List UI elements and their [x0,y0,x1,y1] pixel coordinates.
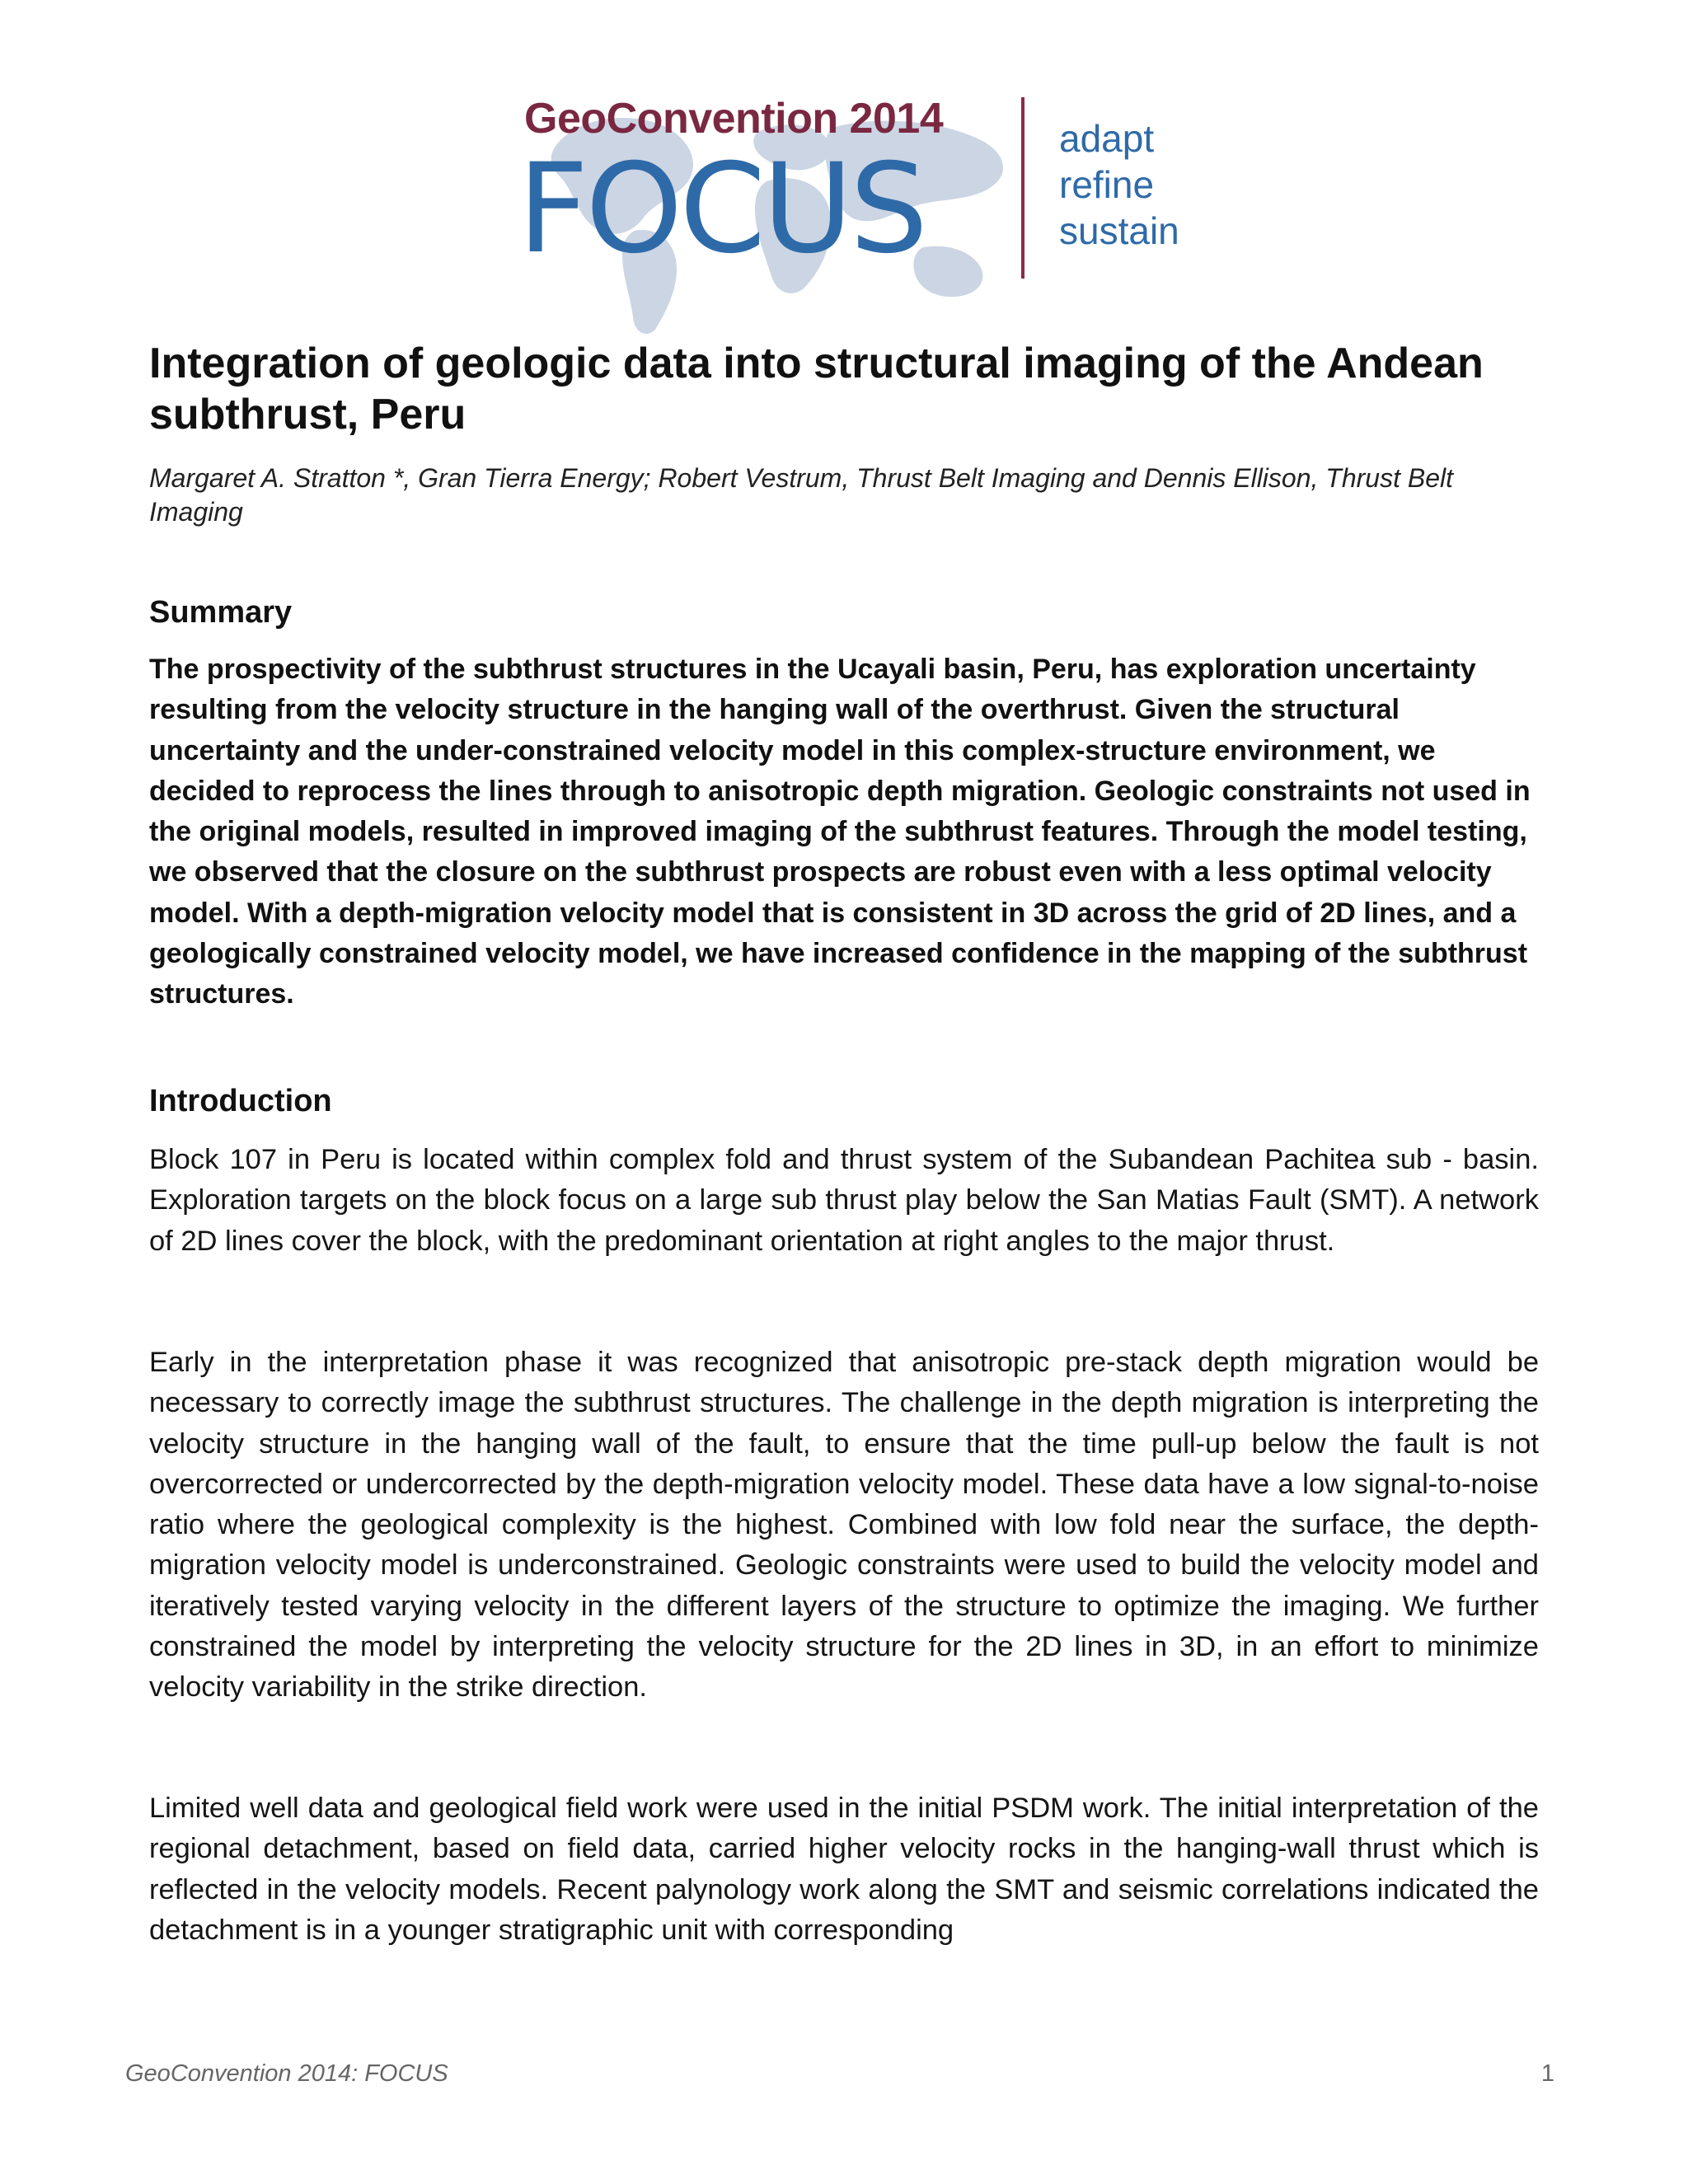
logo-tagline [1059,115,1179,254]
page-number: 1 [1540,2060,1554,2087]
conference-theme: FOCUS [518,138,926,281]
footer-conference: GeoConvention 2014: FOCUS [125,2060,448,2087]
author-list: Margaret A. Stratton *, Gran Tierra Energy; Robert Vestrum, Thrust Belt Imaging and Dennis Ellison, Thrust Belt Imaging [149,463,1453,527]
logo-divider [1021,97,1025,279]
paper-title: Integration of geologic data into structural imaging of the Andean subthrust, Peru [149,340,1484,438]
conference-name: GeoConvention 2014 [524,95,944,143]
tagline-word: adapt [1059,117,1155,160]
tagline-word: refine [1059,163,1155,206]
summary-heading: Summary [149,595,293,630]
introduction-paragraph: Early in the interpretation phase it was recognized that anisotropic pre-stack depth migration would be necessary to correctly image the subthrust structures. The challenge in the depth migration is interpreting the velocity structure in the hanging wall of the fault, to ensure that the time pull-up below the fault is not overcorrected or undercorrected by the depth-migration velocity model. These data have a low signal-to-noise ratio where the geological complexity is the highest. Combined with low fold near the surface, the depth-migration velocity model is underconstrained. Geologic constraints were used to build the velocity model and iteratively tested varying velocity in the different layers of the structure to optimize the imaging. We further constrained the model by interpreting the velocity structure for the 2D lines in 3D, in an effort to minimize velocity variability in the strike direction. [149,1347,1539,1704]
summary-text: The prospectivity of the subthrust structures in the Ucayali basin, Peru, has exploration uncertainty resulting from the velocity structure in the hanging wall of the overthrust. Given the structural uncertainty and the under-constrained velocity model in this complex-structure environment, we decided to reprocess the lines through to anisotropic depth migration. Geologic constraints not used in the original models, resulted in improved imaging of the subthrust features. Through the model testing, we observed that the closure on the subthrust prospects are robust even with a less optimal velocity model. With a depth-migration velocity model that is consistent in 3D across the grid of 2D lines, and a geologically constrained velocity model, we have increased confidence in the mapping of the subthrust structures. [149,654,1531,1010]
introduction-paragraph: Limited well data and geological field work were used in the initial PSDM work. The initial interpretation of the regional detachment, based on field data, carried higher velocity rocks in the hanging-wall thrust which is reflected in the velocity models. Recent palynology work along the SMT and seismic correlations indicated the detachment is in a younger stratigraphic unit with corresponding [149,1793,1539,1946]
conference-logo [511,82,1187,338]
introduction-paragraph: Block 107 in Peru is located within complex fold and thrust system of the Subandean Pachitea sub - basin. Exploration targets on the block focus on a large sub thrust play below the San Matias Fault (SMT). A network of 2D lines cover the block, with the predominant orientation at right angles to the major thrust. [149,1144,1539,1257]
tagline-word: sustain [1059,209,1179,252]
introduction-heading: Introduction [149,1084,332,1118]
